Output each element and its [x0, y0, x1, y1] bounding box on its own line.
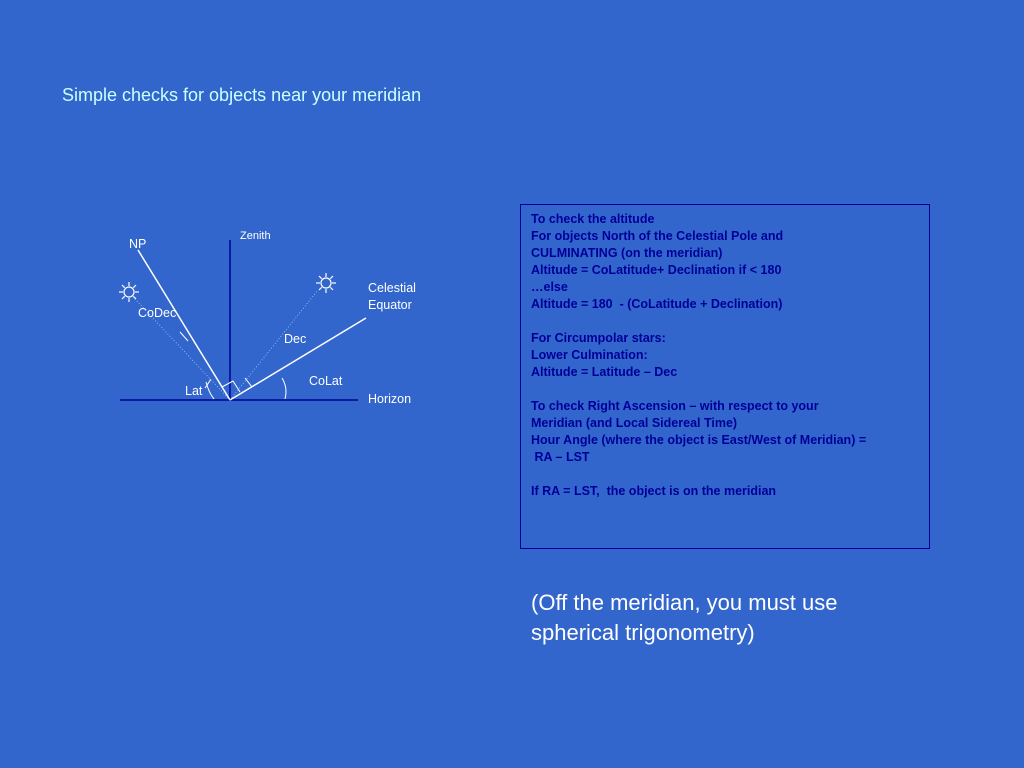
footnote-line: spherical trigonometry)	[531, 620, 755, 645]
info-line: Meridian (and Local Sidereal Time)	[531, 416, 738, 430]
footnote	[531, 588, 961, 648]
colat-label: CoLat	[309, 374, 343, 388]
info-line: If RA = LST, the object is on the meridian	[531, 484, 777, 498]
info-line: RA – LST	[531, 450, 590, 464]
info-line: For objects North of the Celestial Pole and	[531, 229, 784, 243]
horizon-label: Horizon	[368, 392, 412, 406]
slide-title: Simple checks for objects near your meridian	[62, 85, 422, 105]
colat-arc	[282, 378, 286, 399]
info-box	[520, 204, 930, 549]
star-icon	[119, 282, 139, 302]
lat-label: Lat	[185, 384, 203, 398]
np-label: NP	[129, 237, 147, 251]
star-icon	[316, 273, 336, 293]
celestial-equator-line	[230, 318, 366, 400]
info-line: To check Right Ascension – with respect to your	[531, 399, 819, 413]
celestial-equator-label-line2: Equator	[368, 298, 412, 312]
footnote-line: (Off the meridian, you must use	[531, 590, 838, 615]
info-line: To check the altitude	[531, 212, 655, 226]
info-line: Altitude = Latitude – Dec	[531, 365, 678, 379]
info-line: …else	[531, 280, 568, 294]
celestial-equator-label-line1: Celestial	[368, 281, 416, 295]
info-line: Lower Culmination:	[531, 348, 648, 362]
north-pole-line	[138, 250, 230, 400]
info-line	[531, 313, 919, 330]
info-line: For Circumpolar stars:	[531, 331, 666, 345]
info-line	[531, 381, 919, 398]
codec-label: CoDec	[138, 306, 177, 320]
info-line: Altitude = CoLatitude+ Declination if < 180	[531, 263, 782, 277]
codec-tick	[180, 332, 188, 341]
info-line: Hour Angle (where the object is East/West of Meridian) =	[531, 433, 867, 447]
lat-arc-2	[206, 382, 214, 399]
dec-tick	[245, 378, 252, 387]
dec-label: Dec	[284, 332, 307, 346]
zenith-label: Zenith	[240, 230, 271, 242]
info-line: CULMINATING (on the meridian)	[531, 246, 723, 260]
info-line	[531, 466, 919, 483]
info-line: Altitude = 180 - (CoLatitude + Declination)	[531, 297, 783, 311]
